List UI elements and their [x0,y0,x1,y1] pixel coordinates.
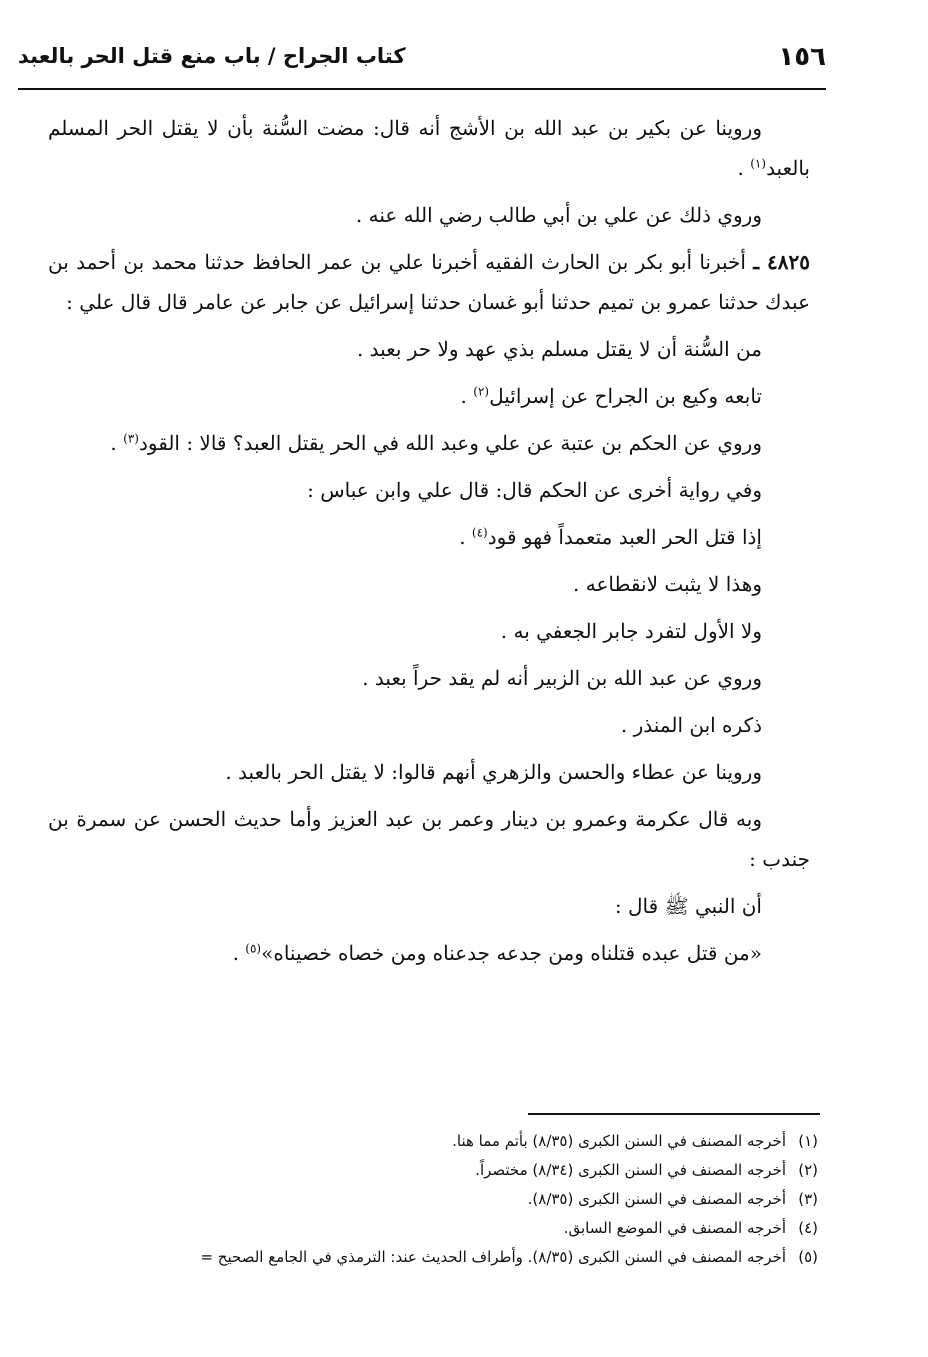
paragraph [48,658,810,698]
footnote-ref: (٢) [473,384,490,399]
paragraph-text: ولا الأول لتفرد جابر الجعفي به . [500,619,762,643]
paragraph [48,886,810,926]
paragraph-text: وروينا عن عطاء والحسن والزهري أنهم قالوا: لا يقتل الحر بالعبد . [225,760,762,784]
footnote-ref: (٥) [245,941,262,956]
footnote-text: أخرجه المصنف في السنن الكبرى (٨/٣٥). وأطراف الحديث عند: الترمذي في الجامع الصحيح = [200,1248,786,1266]
paragraph-end: . [232,941,246,965]
paragraph [48,329,810,369]
paragraph-end: . [459,525,472,549]
paragraph [48,611,810,651]
footnote-marker: (٥) [798,1248,818,1266]
footnote [22,1243,818,1272]
footnote [22,1214,818,1243]
paragraph-text: وروينا عن بكير بن عبد الله بن الأشج أنه قال: مضت السُّنة بأن لا يقتل الحر المسلم بالعبد [48,116,810,180]
page-number: ١٥٦ [778,42,826,72]
footnote-text: أخرجه المصنف في السنن الكبرى (٨/٣٥) بأتم مما هنا. [452,1132,786,1150]
paragraph-text: وبه قال عكرمة وعمرو بن دينار وعمر بن عبد العزيز وأما حديث الحسن عن سمرة بن جندب : [48,807,810,871]
footnote-marker: (٣) [798,1190,818,1208]
paragraph [48,470,810,510]
footnote-ref: (٣) [123,431,139,446]
page-header [18,38,826,90]
paragraph [48,195,810,235]
paragraph-text: من السُّنة أن لا يقتل مسلم بذي عهد ولا حر بعبد . [356,337,762,361]
paragraph-text: أخبرنا أبو بكر بن الحارث الفقيه أخبرنا علي بن عمر الحافظ حدثنا محمد بن أحمد بن عبدك حدثنا عمرو بن تميم حدثنا أبو غسان حدثنا إسرائيل عن جابر عن عامر قال قال علي : [48,250,810,314]
paragraph [48,564,810,604]
paragraph [48,799,810,879]
body-text [48,108,810,980]
paragraph [48,517,810,557]
paragraph [48,423,810,463]
paragraph-text: أن النبي ﷺ قال : [614,894,762,918]
paragraph [48,933,810,973]
footnote-text: أخرجه المصنف في السنن الكبرى (٨/٣٥). [527,1190,786,1208]
paragraph-text: ذكره ابن المنذر . [620,713,762,737]
hadith-number: ٤٨٢٥ ـ [753,250,810,274]
running-title: كتاب الجراح / باب منع قتل الحر بالعبد [18,44,406,68]
footnote [22,1156,818,1185]
footnote-divider [528,1113,820,1115]
paragraph-text: تابعه وكيع بن الجراح عن إسرائيل [489,384,762,408]
paragraph-text: إذا قتل الحر العبد متعمداً فهو قود [487,525,762,549]
paragraph [48,705,810,745]
paragraph [48,108,810,188]
paragraph-end: . [737,156,751,180]
paragraph [48,752,810,792]
paragraph-end: . [460,384,474,408]
footnote-ref: (١) [750,156,767,171]
footnote-marker: (١) [798,1132,818,1150]
footnote [22,1127,818,1156]
footnote-marker: (٢) [798,1161,818,1179]
paragraph-text: «من قتل عبده قتلناه ومن جدعه جدعناه ومن خصاه خصيناه» [261,941,762,965]
footnote-marker: (٤) [798,1219,818,1237]
paragraph-end: . [110,431,124,455]
paragraph-text: وفي رواية أخرى عن الحكم قال: قال علي وابن عباس : [307,478,762,502]
paragraph-text: وروي عن عبد الله بن الزبير أنه لم يقد حراً بعبد . [362,666,762,690]
paragraph [48,376,810,416]
hadith-paragraph [48,242,810,322]
footnote [22,1185,818,1214]
footnote-ref: (٤) [471,525,488,540]
footnote-text: أخرجه المصنف في الموضع السابق. [563,1219,786,1237]
paragraph-text: وروي عن الحكم بن عتبة عن علي وعبد الله في الحر يقتل العبد؟ قالا : القود [138,431,762,455]
paragraph-text: وهذا لا يثبت لانقطاعه . [573,572,762,596]
footnote-text: أخرجه المصنف في السنن الكبرى (٨/٣٤) مختصراً. [475,1161,786,1179]
footnotes [22,1127,818,1272]
paragraph-text: وروي ذلك عن علي بن أبي طالب رضي الله عنه . [355,203,762,227]
